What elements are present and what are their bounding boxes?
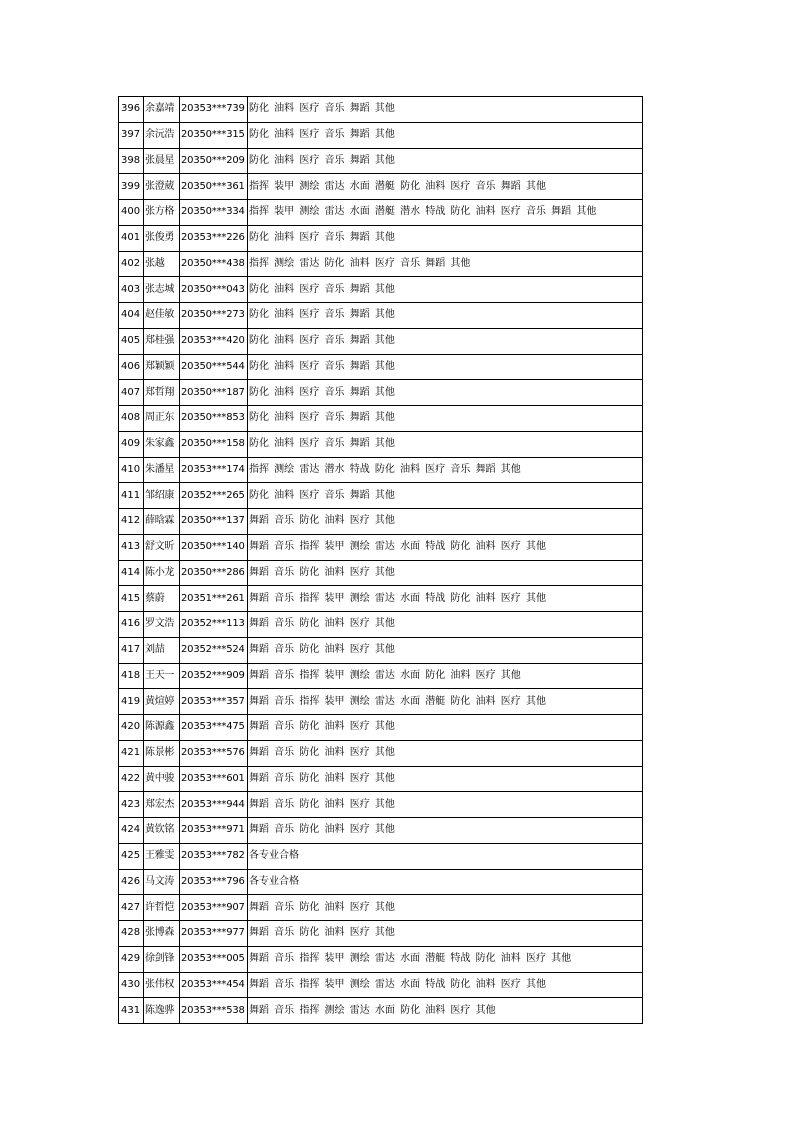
candidate-id: 20350***158 xyxy=(180,431,248,457)
table-row xyxy=(119,715,643,741)
table-row xyxy=(119,225,643,251)
qualified-specialties: 舞蹈 音乐 指挥 装甲 测绘 雷达 水面 防化 油料 医疗 其他 xyxy=(248,663,643,689)
qualified-specialties: 舞蹈 音乐 防化 油料 医疗 其他 xyxy=(248,560,643,586)
qualified-specialties: 舞蹈 音乐 指挥 装甲 测绘 雷达 水面 潜艇 特战 防化 油料 医疗 其他 xyxy=(248,946,643,972)
qualified-specialties: 舞蹈 音乐 指挥 装甲 测绘 雷达 水面 潜艇 防化 油料 医疗 其他 xyxy=(248,689,643,715)
qualified-specialties: 指挥 装甲 测绘 雷达 水面 潜艇 防化 油料 医疗 音乐 舞蹈 其他 xyxy=(248,174,643,200)
candidate-id: 20352***524 xyxy=(180,637,248,663)
row-number: 417 xyxy=(119,637,144,663)
row-number: 397 xyxy=(119,122,144,148)
table-row xyxy=(119,431,643,457)
table-row xyxy=(119,457,643,483)
row-number: 402 xyxy=(119,251,144,277)
qualified-specialties: 指挥 测绘 雷达 防化 油料 医疗 音乐 舞蹈 其他 xyxy=(248,251,643,277)
candidate-id: 20353***576 xyxy=(180,740,248,766)
candidate-id: 20353***971 xyxy=(180,818,248,844)
table-row xyxy=(119,251,643,277)
row-number: 414 xyxy=(119,560,144,586)
candidate-name: 郑宏杰 xyxy=(144,792,180,818)
candidate-name: 薛晗霖 xyxy=(144,509,180,535)
candidate-id: 20353***420 xyxy=(180,328,248,354)
qualified-specialties: 各专业合格 xyxy=(248,843,643,869)
candidate-name: 张博森 xyxy=(144,921,180,947)
qualified-specialties: 舞蹈 音乐 防化 油料 医疗 其他 xyxy=(248,637,643,663)
row-number: 420 xyxy=(119,715,144,741)
qualified-specialties: 防化 油料 医疗 音乐 舞蹈 其他 xyxy=(248,122,643,148)
qualified-specialties: 防化 油料 医疗 音乐 舞蹈 其他 xyxy=(248,380,643,406)
qualified-specialties: 防化 油料 医疗 音乐 舞蹈 其他 xyxy=(248,354,643,380)
candidate-name: 徐剑锋 xyxy=(144,946,180,972)
qualified-specialties: 舞蹈 音乐 防化 油料 医疗 其他 xyxy=(248,766,643,792)
table-row xyxy=(119,303,643,329)
table-row xyxy=(119,663,643,689)
candidate-name: 张俊勇 xyxy=(144,225,180,251)
candidate-name: 张越 xyxy=(144,251,180,277)
candidate-id: 20353***005 xyxy=(180,946,248,972)
table-row xyxy=(119,766,643,792)
row-number: 416 xyxy=(119,612,144,638)
qualified-specialties: 防化 油料 医疗 音乐 舞蹈 其他 xyxy=(248,483,643,509)
candidate-id: 20353***601 xyxy=(180,766,248,792)
table-row xyxy=(119,354,643,380)
table-row xyxy=(119,792,643,818)
table-body xyxy=(119,97,643,1024)
row-number: 400 xyxy=(119,200,144,226)
candidate-id: 20350***140 xyxy=(180,534,248,560)
table-row xyxy=(119,97,643,123)
candidate-id: 20350***209 xyxy=(180,148,248,174)
candidate-name: 舒文昕 xyxy=(144,534,180,560)
table-row xyxy=(119,174,643,200)
row-number: 403 xyxy=(119,277,144,303)
table-row xyxy=(119,921,643,947)
candidate-name: 郑颖颖 xyxy=(144,354,180,380)
candidate-id: 20353***174 xyxy=(180,457,248,483)
candidate-name: 朱潘星 xyxy=(144,457,180,483)
candidate-name: 王雅雯 xyxy=(144,843,180,869)
qualified-specialties: 防化 油料 医疗 音乐 舞蹈 其他 xyxy=(248,431,643,457)
candidate-id: 20353***226 xyxy=(180,225,248,251)
row-number: 405 xyxy=(119,328,144,354)
row-number: 421 xyxy=(119,740,144,766)
candidate-id: 20350***043 xyxy=(180,277,248,303)
candidate-name: 张方格 xyxy=(144,200,180,226)
table-row xyxy=(119,406,643,432)
qualified-specialties: 舞蹈 音乐 指挥 装甲 测绘 雷达 水面 特战 防化 油料 医疗 其他 xyxy=(248,534,643,560)
candidate-id: 20351***261 xyxy=(180,586,248,612)
table-row xyxy=(119,380,643,406)
row-number: 425 xyxy=(119,843,144,869)
row-number: 399 xyxy=(119,174,144,200)
candidate-id: 20350***286 xyxy=(180,560,248,586)
qualified-specialties: 指挥 测绘 雷达 潜水 特战 防化 油料 医疗 音乐 舞蹈 其他 xyxy=(248,457,643,483)
row-number: 404 xyxy=(119,303,144,329)
qualified-specialties: 舞蹈 音乐 防化 油料 医疗 其他 xyxy=(248,740,643,766)
qualified-specialties: 舞蹈 音乐 防化 油料 医疗 其他 xyxy=(248,921,643,947)
qualified-specialties: 舞蹈 音乐 防化 油料 医疗 其他 xyxy=(248,792,643,818)
qualified-specialties: 指挥 装甲 测绘 雷达 水面 潜艇 潜水 特战 防化 油料 医疗 音乐 舞蹈 其他 xyxy=(248,200,643,226)
table-row xyxy=(119,740,643,766)
candidate-name: 马文涛 xyxy=(144,869,180,895)
row-number: 426 xyxy=(119,869,144,895)
qualified-specialties: 舞蹈 音乐 防化 油料 医疗 其他 xyxy=(248,895,643,921)
table-row xyxy=(119,689,643,715)
qualified-specialties: 防化 油料 医疗 音乐 舞蹈 其他 xyxy=(248,406,643,432)
table-row xyxy=(119,946,643,972)
row-number: 429 xyxy=(119,946,144,972)
qualified-specialties: 防化 油料 医疗 音乐 舞蹈 其他 xyxy=(248,328,643,354)
candidate-name: 许哲恺 xyxy=(144,895,180,921)
candidate-name: 黄钦铭 xyxy=(144,818,180,844)
table-row xyxy=(119,509,643,535)
row-number: 410 xyxy=(119,457,144,483)
table-row xyxy=(119,277,643,303)
candidate-name: 余嘉靖 xyxy=(144,97,180,123)
row-number: 422 xyxy=(119,766,144,792)
qualified-specialties: 舞蹈 音乐 指挥 测绘 雷达 水面 防化 油料 医疗 其他 xyxy=(248,998,643,1024)
qualified-specialties: 防化 油料 医疗 音乐 舞蹈 其他 xyxy=(248,97,643,123)
qualified-specialties: 舞蹈 音乐 防化 油料 医疗 其他 xyxy=(248,509,643,535)
candidate-id: 20353***739 xyxy=(180,97,248,123)
candidate-name: 陈景彬 xyxy=(144,740,180,766)
table-row xyxy=(119,869,643,895)
table-row xyxy=(119,534,643,560)
row-number: 419 xyxy=(119,689,144,715)
candidate-name: 赵佳敏 xyxy=(144,303,180,329)
table-row xyxy=(119,818,643,844)
row-number: 398 xyxy=(119,148,144,174)
candidate-name: 张伟权 xyxy=(144,972,180,998)
table-row xyxy=(119,998,643,1024)
candidate-name: 张澄葳 xyxy=(144,174,180,200)
candidate-name: 蔡蔚 xyxy=(144,586,180,612)
row-number: 407 xyxy=(119,380,144,406)
qualification-table xyxy=(118,96,643,1024)
table-row xyxy=(119,895,643,921)
qualified-specialties: 舞蹈 音乐 防化 油料 医疗 其他 xyxy=(248,612,643,638)
row-number: 430 xyxy=(119,972,144,998)
table-row xyxy=(119,328,643,354)
candidate-id: 20353***907 xyxy=(180,895,248,921)
candidate-id: 20350***544 xyxy=(180,354,248,380)
candidate-name: 郑哲翔 xyxy=(144,380,180,406)
qualified-specialties: 防化 油料 医疗 音乐 舞蹈 其他 xyxy=(248,225,643,251)
table-row xyxy=(119,843,643,869)
candidate-id: 20350***315 xyxy=(180,122,248,148)
table-row xyxy=(119,483,643,509)
row-number: 423 xyxy=(119,792,144,818)
qualified-specialties: 防化 油料 医疗 音乐 舞蹈 其他 xyxy=(248,303,643,329)
candidate-name: 王天一 xyxy=(144,663,180,689)
candidate-name: 黄中骏 xyxy=(144,766,180,792)
candidate-id: 20350***187 xyxy=(180,380,248,406)
table-row xyxy=(119,586,643,612)
row-number: 428 xyxy=(119,921,144,947)
candidate-id: 20350***137 xyxy=(180,509,248,535)
table-row xyxy=(119,972,643,998)
candidate-id: 20350***361 xyxy=(180,174,248,200)
candidate-id: 20350***438 xyxy=(180,251,248,277)
candidate-name: 陈源鑫 xyxy=(144,715,180,741)
candidate-name: 郑桂强 xyxy=(144,328,180,354)
candidate-name: 罗文浩 xyxy=(144,612,180,638)
row-number: 424 xyxy=(119,818,144,844)
table-row xyxy=(119,637,643,663)
candidate-id: 20350***273 xyxy=(180,303,248,329)
row-number: 406 xyxy=(119,354,144,380)
table-row xyxy=(119,200,643,226)
candidate-name: 陈小龙 xyxy=(144,560,180,586)
qualified-specialties: 舞蹈 音乐 防化 油料 医疗 其他 xyxy=(248,715,643,741)
qualified-specialties: 防化 油料 医疗 音乐 舞蹈 其他 xyxy=(248,277,643,303)
row-number: 415 xyxy=(119,586,144,612)
row-number: 396 xyxy=(119,97,144,123)
qualified-specialties: 舞蹈 音乐 指挥 装甲 测绘 雷达 水面 特战 防化 油料 医疗 其他 xyxy=(248,586,643,612)
row-number: 413 xyxy=(119,534,144,560)
candidate-name: 刘喆 xyxy=(144,637,180,663)
candidate-name: 张晨星 xyxy=(144,148,180,174)
qualified-specialties: 舞蹈 音乐 防化 油料 医疗 其他 xyxy=(248,818,643,844)
qualified-specialties: 防化 油料 医疗 音乐 舞蹈 其他 xyxy=(248,148,643,174)
candidate-id: 20352***113 xyxy=(180,612,248,638)
candidate-id: 20352***909 xyxy=(180,663,248,689)
candidate-id: 20350***853 xyxy=(180,406,248,432)
candidate-id: 20353***475 xyxy=(180,715,248,741)
candidate-name: 周正东 xyxy=(144,406,180,432)
row-number: 427 xyxy=(119,895,144,921)
table-row xyxy=(119,560,643,586)
table-row xyxy=(119,612,643,638)
candidate-name: 陈逸骅 xyxy=(144,998,180,1024)
candidate-name: 余沅浩 xyxy=(144,122,180,148)
candidate-id: 20353***454 xyxy=(180,972,248,998)
candidate-name: 邹绍康 xyxy=(144,483,180,509)
row-number: 412 xyxy=(119,509,144,535)
table-row xyxy=(119,122,643,148)
candidate-name: 张志城 xyxy=(144,277,180,303)
row-number: 401 xyxy=(119,225,144,251)
candidate-id: 20353***357 xyxy=(180,689,248,715)
row-number: 418 xyxy=(119,663,144,689)
candidate-id: 20353***944 xyxy=(180,792,248,818)
row-number: 411 xyxy=(119,483,144,509)
candidate-id: 20353***538 xyxy=(180,998,248,1024)
candidate-name: 黄煊婷 xyxy=(144,689,180,715)
candidate-id: 20353***782 xyxy=(180,843,248,869)
candidate-name: 朱家鑫 xyxy=(144,431,180,457)
candidate-id: 20353***796 xyxy=(180,869,248,895)
table-row xyxy=(119,148,643,174)
row-number: 408 xyxy=(119,406,144,432)
qualified-specialties: 各专业合格 xyxy=(248,869,643,895)
row-number: 431 xyxy=(119,998,144,1024)
qualified-specialties: 舞蹈 音乐 指挥 装甲 测绘 雷达 水面 特战 防化 油料 医疗 其他 xyxy=(248,972,643,998)
candidate-id: 20352***265 xyxy=(180,483,248,509)
candidate-id: 20353***977 xyxy=(180,921,248,947)
candidate-id: 20350***334 xyxy=(180,200,248,226)
row-number: 409 xyxy=(119,431,144,457)
